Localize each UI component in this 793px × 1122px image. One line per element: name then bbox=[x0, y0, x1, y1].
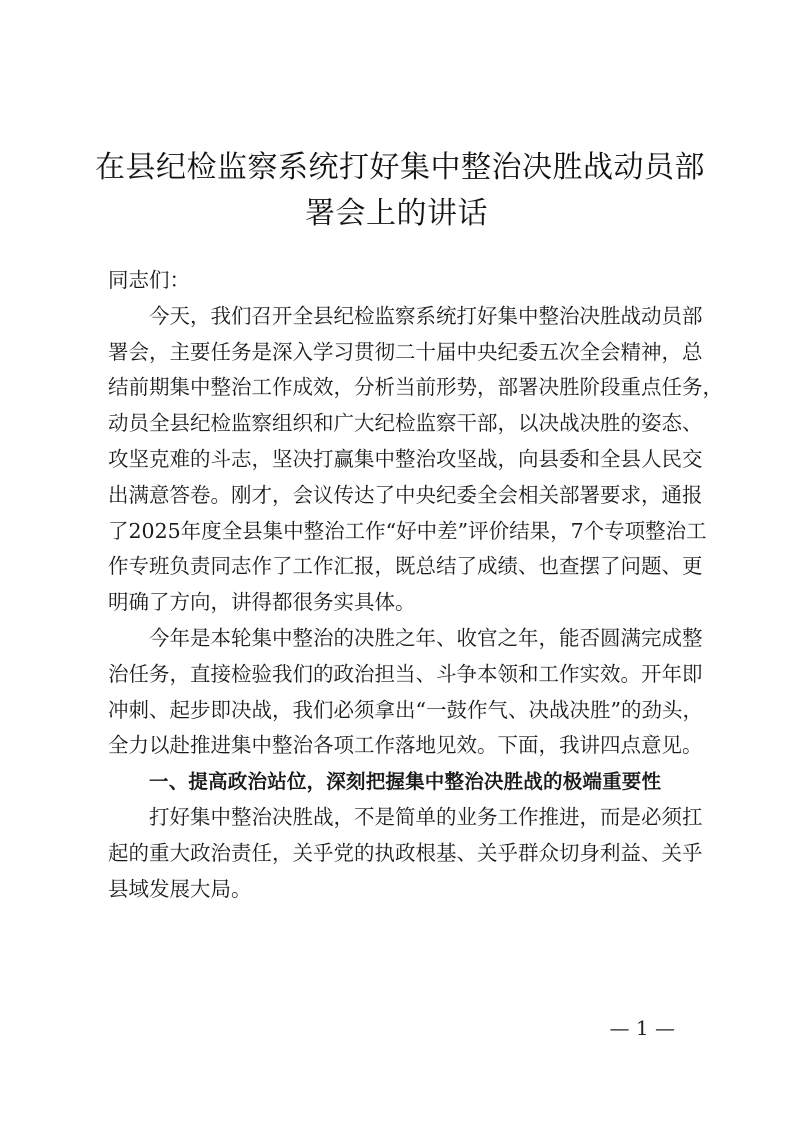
paragraph-line: 署会，主要任务是深入学习贯彻二十届中央纪委五次全会精神，总 bbox=[108, 339, 703, 364]
paragraph-line: 治任务，直接检验我们的政治担当、斗争本领和工作实效。开年即 bbox=[108, 661, 703, 686]
page-number: — 1 — bbox=[609, 1016, 675, 1040]
paragraph-line: 了2025年度全县集中整治工作“好中差”评价结果，7个专项整治工 bbox=[108, 518, 707, 543]
paragraph-line: 动员全县纪检监察组织和广大纪检监察干部，以决战决胜的姿态、 bbox=[108, 411, 703, 436]
title-line: 署会上的讲话 bbox=[305, 196, 488, 231]
paragraph-line: 明确了方向，讲得都很务实具体。 bbox=[108, 590, 416, 615]
paragraph-line: 全力以赴推进集中整治各项工作落地见效。下面，我讲四点意见。 bbox=[108, 733, 703, 758]
paragraph-line: 起的重大政治责任，关乎党的执政根基、关乎群众切身利益、关乎 bbox=[108, 840, 703, 865]
paragraph-1 bbox=[108, 299, 723, 621]
paragraph-line: 冲刺、起步即决战，我们必须拿出“一鼓作气、决战决胜”的劲头， bbox=[108, 697, 703, 722]
document-title bbox=[95, 145, 705, 237]
paragraph-line: 打好集中整治决胜战，不是简单的业务工作推进，而是必须扛 bbox=[149, 804, 703, 829]
paragraph-line: 作专班负责同志作了工作汇报，既总结了成绩、也查摆了问题、更 bbox=[108, 554, 703, 579]
paragraph-3 bbox=[108, 800, 703, 907]
paragraph-line: 出满意答卷。刚才，会议传达了中央纪委全会相关部署要求，通报 bbox=[108, 482, 703, 507]
paragraph-line: 今天，我们召开全县纪检监察系统打好集中整治决胜战动员部 bbox=[149, 303, 703, 328]
paragraph-line: 攻坚克难的斗志，坚决打赢集中整治攻坚战，向县委和全县人民交 bbox=[108, 446, 703, 471]
document-body bbox=[108, 263, 723, 907]
paragraph-line: 县域发展大局。 bbox=[108, 876, 252, 901]
paragraph-2 bbox=[108, 621, 703, 764]
paragraph-line: 结前期集中整治工作成效，分析当前形势，部署决胜阶段重点任务， bbox=[108, 375, 723, 400]
salutation: 同志们： bbox=[108, 268, 190, 292]
section-heading-1: 一、提高政治站位，深刻把握集中整治决胜战的极端重要性 bbox=[149, 770, 662, 794]
paragraph-line: 今年是本轮集中整治的决胜之年、收官之年，能否圆满完成整 bbox=[149, 625, 703, 650]
title-line: 在县纪检监察系统打好集中整治决胜战动员部 bbox=[95, 150, 705, 185]
